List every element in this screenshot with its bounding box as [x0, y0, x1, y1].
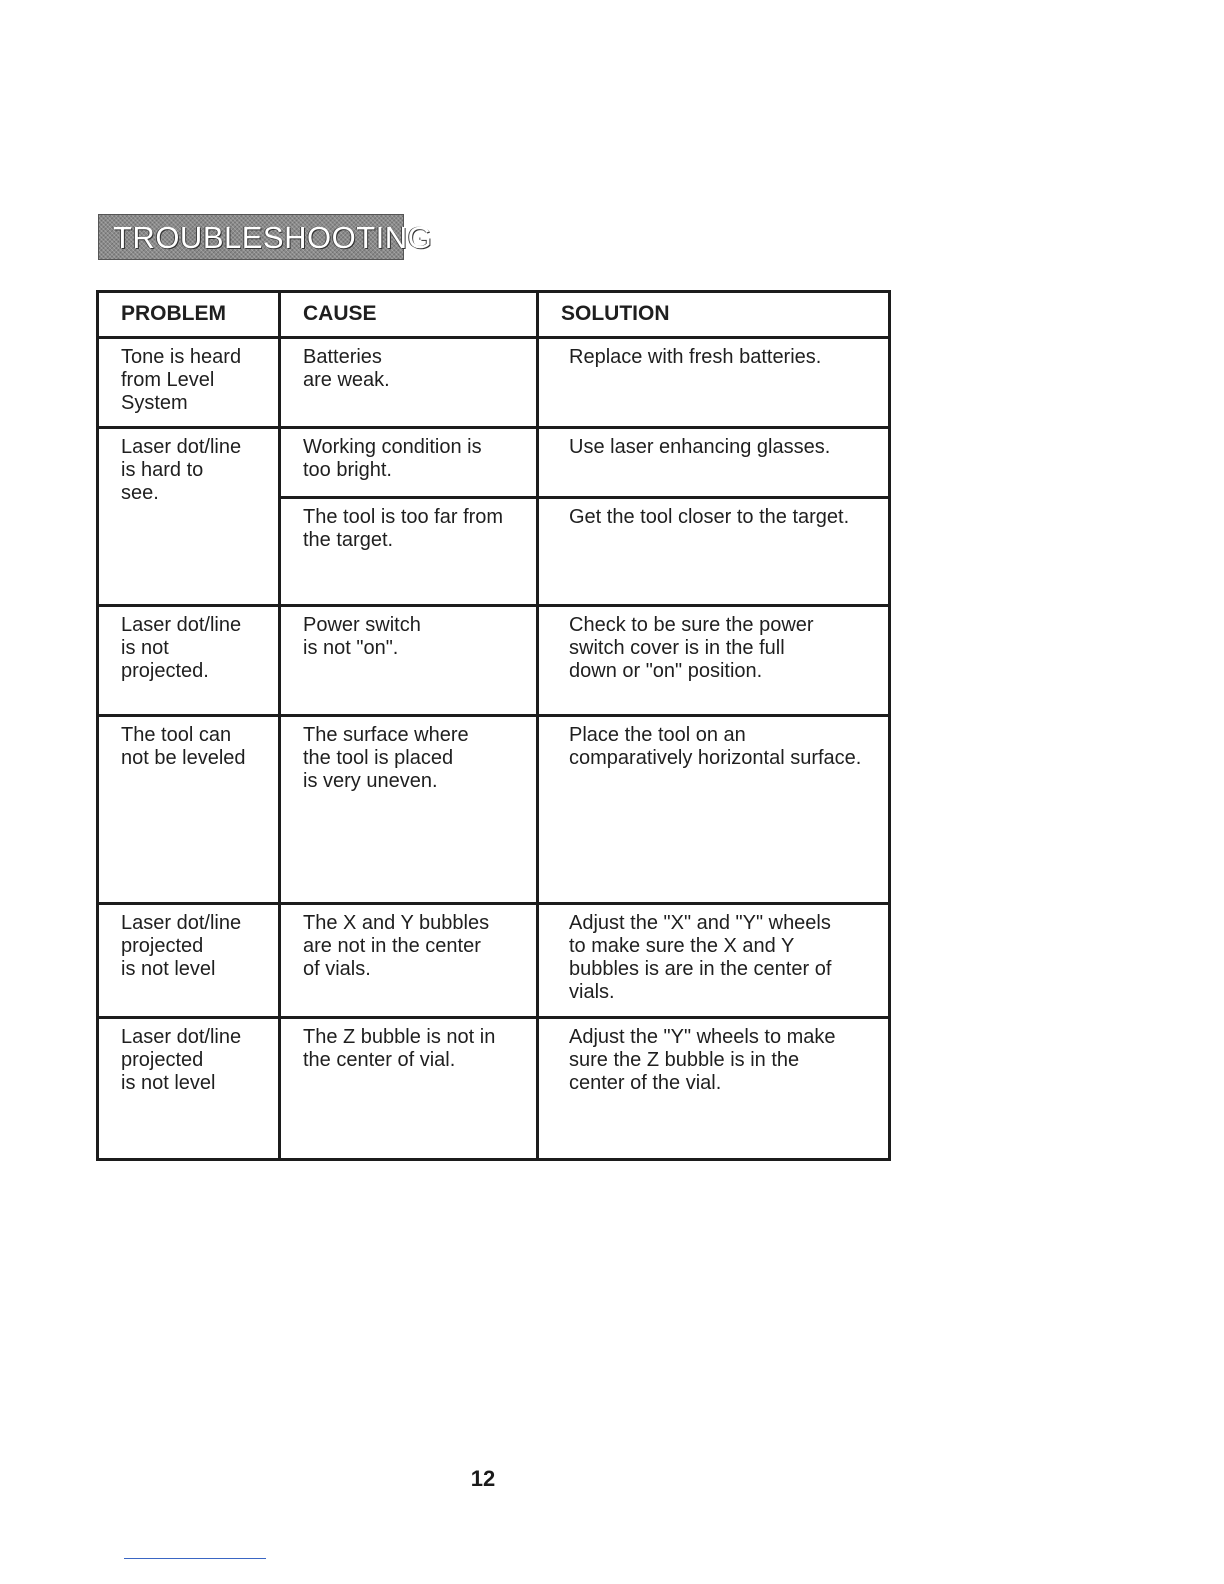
table-row: [98, 716, 890, 904]
table-row: [98, 338, 890, 428]
page-number: 12: [470, 1466, 496, 1491]
table-header-row: [98, 292, 890, 338]
solution-cell: Get the tool closer to the target.: [538, 498, 890, 606]
troubleshooting-table: [96, 290, 891, 1161]
troubleshooting-heading: [98, 214, 433, 260]
header-problem: PROBLEM: [98, 292, 280, 338]
cause-cell: Batteries are weak.: [280, 338, 538, 428]
cause-cell: Working condition is too bright.: [280, 428, 538, 498]
cause-cell: The surface where the tool is placed is very uneven.: [280, 716, 538, 904]
cause-cell: The X and Y bubbles are not in the center of vials.: [280, 904, 538, 1018]
problem-cell: Laser dot/line projected is not level: [98, 904, 280, 1018]
header-cause: CAUSE: [280, 292, 538, 338]
table-row: [98, 1018, 890, 1160]
solution-cell: Use laser enhancing glasses.: [538, 428, 890, 498]
cause-cell: The tool is too far from the target.: [280, 498, 538, 606]
header-solution: SOLUTION: [538, 292, 890, 338]
problem-cell: The tool can not be leveled: [98, 716, 280, 904]
problem-cell: Laser dot/line projected is not level: [98, 1018, 280, 1160]
solution-cell: Adjust the "X" and "Y" wheels to make sure the X and Y bubbles is are in the center of vials.: [538, 904, 890, 1018]
solution-cell: Place the tool on an comparatively horizontal surface.: [538, 716, 890, 904]
solution-cell: Adjust the "Y" wheels to make sure the Z bubble is in the center of the vial.: [538, 1018, 890, 1160]
table-row: [98, 904, 890, 1018]
heading-text: TROUBLESHOOTING: [113, 220, 433, 255]
bottom-divider: [124, 1558, 266, 1559]
solution-cell: Check to be sure the power switch cover is in the full down or "on" position.: [538, 606, 890, 716]
cause-cell: Power switch is not "on".: [280, 606, 538, 716]
table-row: [98, 428, 890, 498]
problem-cell: Laser dot/line is hard to see.: [98, 428, 280, 606]
table-row: [98, 606, 890, 716]
problem-cell: Laser dot/line is not projected.: [98, 606, 280, 716]
cause-cell: The Z bubble is not in the center of vial.: [280, 1018, 538, 1160]
solution-cell: Replace with fresh batteries.: [538, 338, 890, 428]
problem-cell: Tone is heard from Level System: [98, 338, 280, 428]
